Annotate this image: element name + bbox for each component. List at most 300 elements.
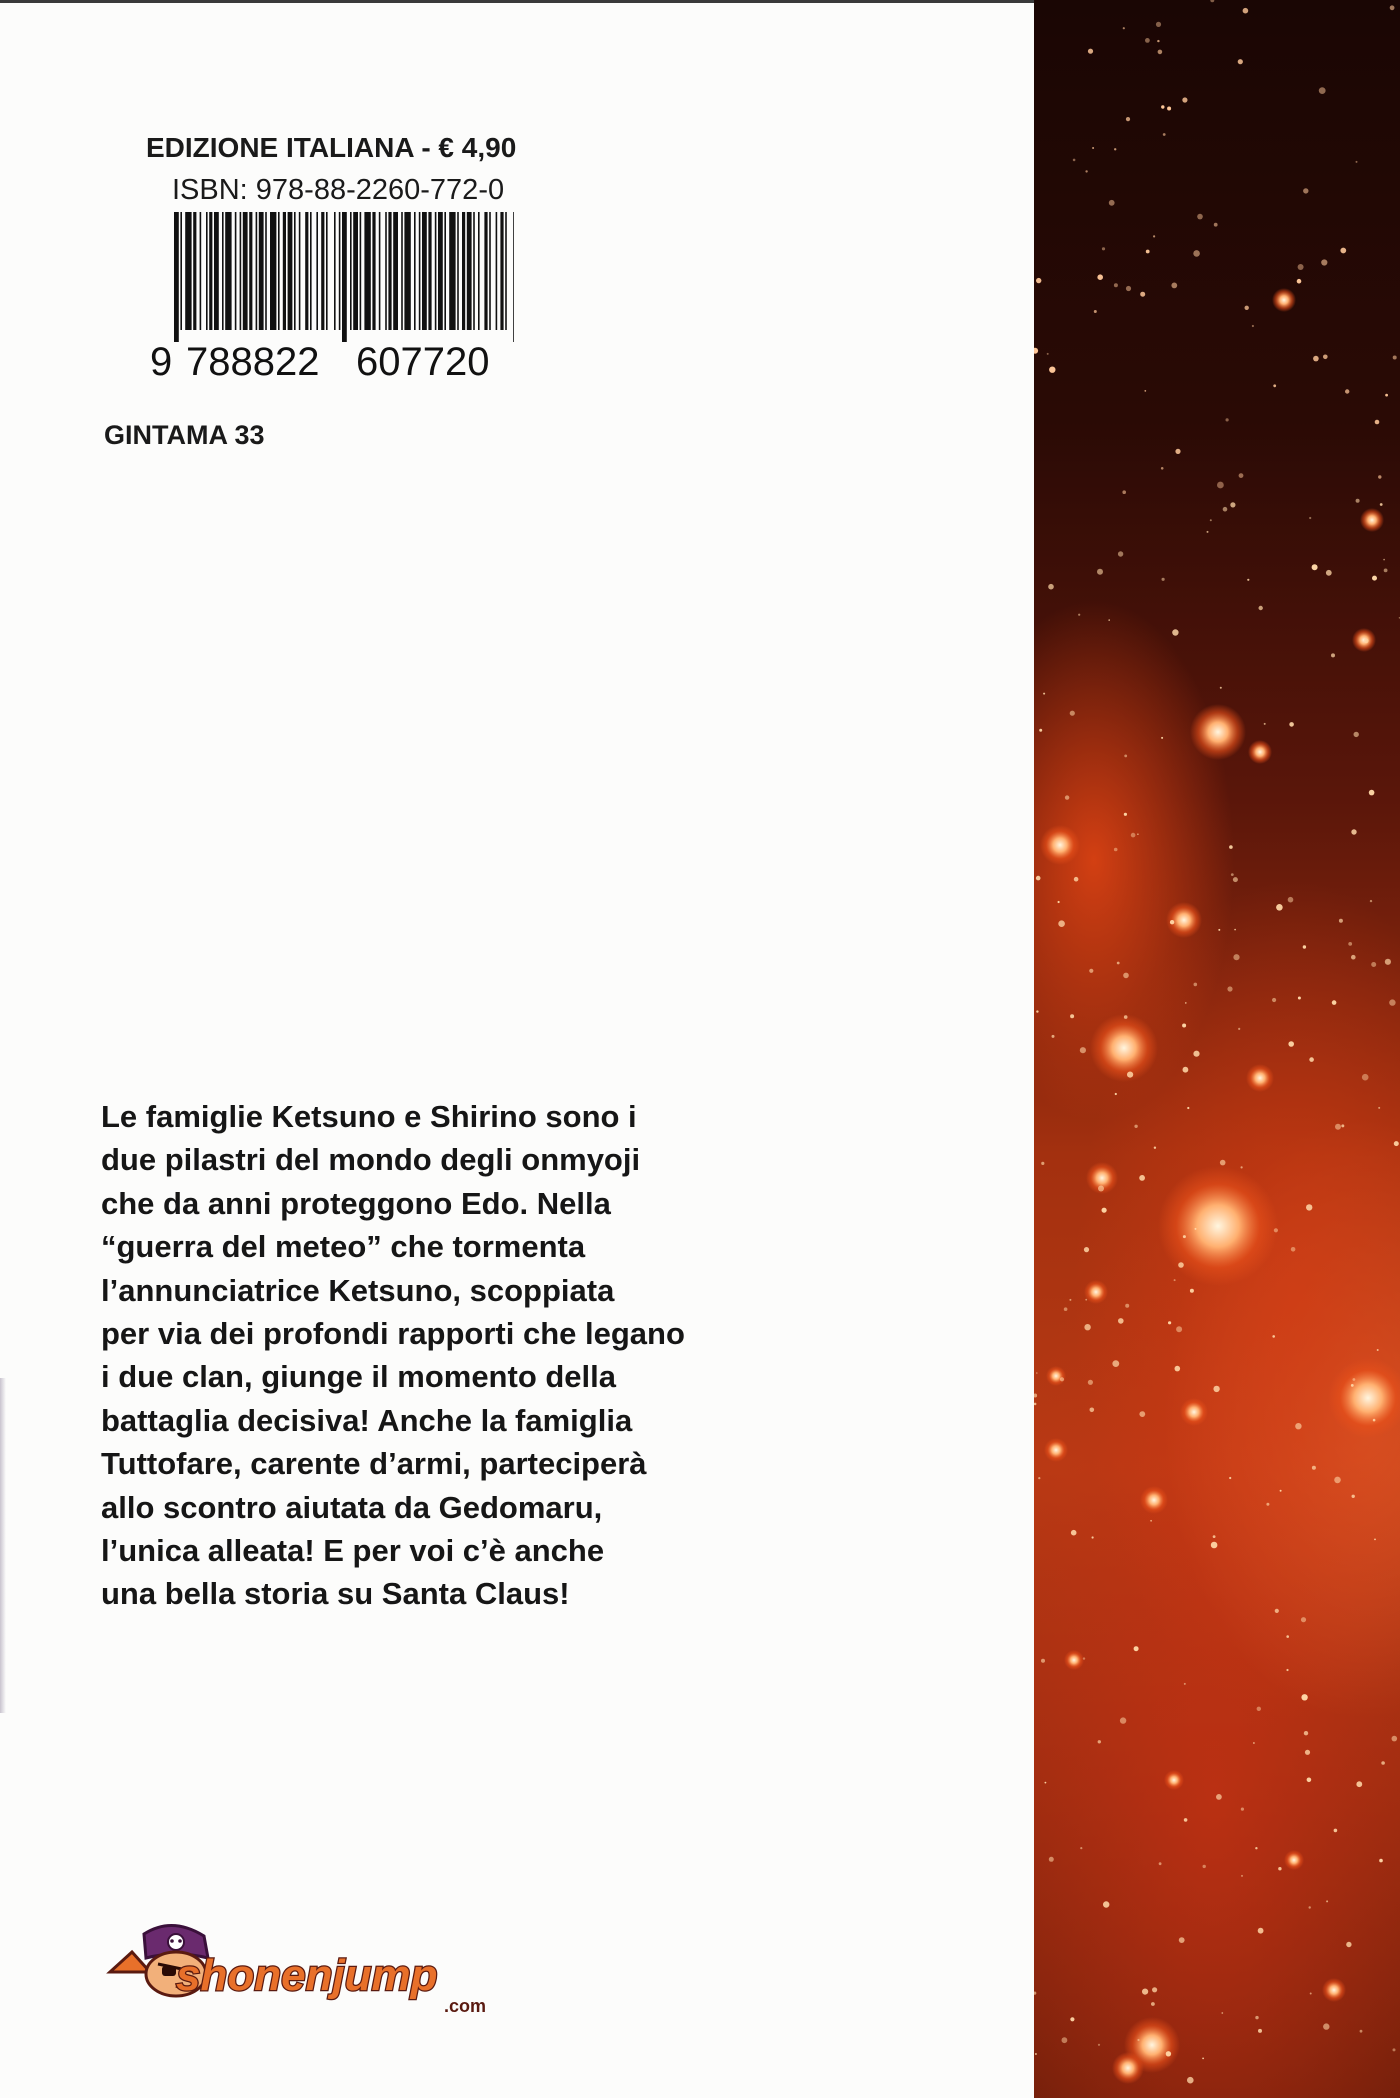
star-dot: [1207, 531, 1209, 533]
star-dot: [1118, 1318, 1124, 1324]
star-dot: [1088, 49, 1093, 54]
barcode-bar: [401, 212, 403, 330]
star-dot: [1369, 790, 1375, 796]
star-dot: [1255, 2016, 1258, 2019]
star-glow: [1248, 740, 1272, 764]
star-dot: [1378, 475, 1381, 478]
star-glow: [1360, 508, 1384, 532]
star-dot: [1036, 278, 1041, 283]
star-field: [1034, 0, 1400, 2098]
synopsis-line: che da anni proteggono Edo. Nella: [101, 1185, 611, 1221]
star-dot: [1298, 264, 1304, 270]
star-dot: [1334, 1829, 1338, 1833]
star-dot: [1070, 711, 1075, 716]
star-glow: [1084, 1280, 1108, 1304]
star-dot: [1375, 420, 1380, 425]
barcode-bar: [235, 212, 237, 330]
star-dot: [1152, 1987, 1157, 1992]
star-dot: [1187, 2077, 1194, 2084]
star-dot: [1151, 2002, 1155, 2006]
star-dot: [1213, 1535, 1216, 1538]
star-dot: [1210, 0, 1214, 2]
star-dot: [1288, 1041, 1294, 1047]
barcode-bar: [449, 212, 455, 330]
star-dot: [1049, 1857, 1054, 1862]
star-dot: [1310, 1993, 1312, 1995]
synopsis-line: una bella storia su Santa Claus!: [101, 1576, 570, 1612]
star-dot: [1161, 105, 1164, 108]
star-dot: [1233, 877, 1238, 882]
star-dot: [1393, 356, 1397, 360]
star-dot: [1092, 1536, 1094, 1538]
star-dot: [1134, 1646, 1139, 1651]
star-glow: [1246, 1064, 1274, 1092]
star-glow: [1040, 825, 1080, 865]
barcode-bar: [326, 212, 328, 330]
barcode-first-digit: 9: [150, 340, 173, 384]
star-dot: [1171, 283, 1177, 289]
star-dot: [1370, 900, 1372, 902]
star-dot: [1065, 795, 1069, 799]
star-dot: [1332, 1000, 1337, 1005]
star-dot: [1158, 50, 1163, 55]
barcode-bar: [180, 212, 182, 330]
barcode-bar: [484, 212, 487, 330]
star-dot: [1097, 569, 1103, 575]
star-dot: [1102, 247, 1105, 250]
star-dot: [1043, 693, 1045, 695]
star-dot: [1309, 1906, 1311, 1908]
star-dot: [1137, 833, 1139, 835]
star-dot: [1060, 1377, 1064, 1381]
barcode-bar: [283, 212, 286, 330]
synopsis-line: i due clan, giunge il momento della: [101, 1359, 617, 1395]
barcode-bar: [467, 212, 472, 330]
star-dot: [1034, 1394, 1037, 1398]
star-dot: [1211, 1542, 1218, 1549]
star-dot: [1274, 1228, 1278, 1232]
star-dot: [1220, 687, 1222, 689]
star-dot: [1354, 732, 1359, 737]
star-dot: [1301, 1617, 1306, 1622]
barcode-bar: [457, 212, 459, 330]
star-dot: [1194, 983, 1198, 987]
star-dot: [1210, 519, 1212, 521]
star-dot: [1124, 755, 1127, 758]
star-dot: [1383, 559, 1385, 561]
barcode-bar: [478, 212, 480, 330]
star-dot: [1351, 829, 1356, 834]
star-dot: [1381, 1761, 1385, 1765]
barcode-bar: [385, 212, 387, 330]
star-dot: [1220, 1160, 1226, 1166]
star-dot: [1117, 962, 1120, 965]
star-dot: [1174, 1279, 1176, 1281]
synopsis-line: l’unica alleata! E per voi c’è anche: [101, 1533, 605, 1569]
barcode-bar: [404, 212, 410, 330]
star-dot: [1184, 1818, 1188, 1822]
price-line: EDIZIONE ITALIANA - € 4,90: [146, 132, 517, 163]
star-dot: [1371, 962, 1376, 967]
barcode-bar: [353, 212, 358, 330]
isbn-line: ISBN: 978-88-2260-772-0: [172, 174, 505, 206]
star-dot: [1278, 1867, 1281, 1870]
star-dot: [1351, 1384, 1354, 1387]
barcode-bar: [270, 212, 276, 330]
star-dot: [1245, 306, 1249, 310]
star-dot: [1034, 1403, 1036, 1406]
star-dot: [1085, 170, 1087, 172]
barcode-bar: [243, 212, 248, 330]
barcode-bar: [388, 212, 391, 330]
barcode-bar: [364, 212, 370, 330]
star-dot: [1334, 1477, 1341, 1484]
star-dot: [1321, 259, 1327, 265]
star-dot: [1038, 1477, 1040, 1479]
star-dot: [1120, 1717, 1126, 1723]
star-dot: [1183, 1067, 1189, 1073]
star-dot: [1083, 1657, 1085, 1659]
star-dot: [1073, 159, 1076, 162]
barcode-bar: [473, 212, 475, 330]
star-dot: [1286, 1635, 1289, 1638]
synopsis-line: allo scontro aiutata da Gedomaru,: [101, 1489, 603, 1525]
star-dot: [1275, 1609, 1279, 1613]
star-dot: [1238, 1028, 1240, 1030]
series-title: GINTAMA 33: [104, 420, 265, 450]
star-dot: [1071, 1530, 1077, 1536]
star-dot: [1131, 833, 1136, 838]
star-dot: [1070, 1014, 1074, 1018]
star-dot: [1247, 579, 1249, 581]
star-glow: [1284, 1850, 1304, 1870]
synopsis-line: per via dei profondi rapporti che legano: [101, 1316, 685, 1352]
star-dot: [1090, 1408, 1095, 1413]
star-dot: [1114, 283, 1118, 287]
barcode-bar: [193, 212, 196, 330]
barcode-bar: [206, 212, 208, 330]
star-dot: [1103, 1901, 1109, 1907]
star-dot: [1272, 998, 1276, 1002]
star-dot: [1084, 1324, 1090, 1330]
star-dot: [1139, 1411, 1145, 1417]
star-dot: [1374, 1539, 1376, 1541]
star-dot: [1179, 1937, 1185, 1943]
star-dot: [1036, 876, 1041, 881]
star-dot: [1351, 955, 1356, 960]
star-dot: [1389, 999, 1395, 1005]
star-dot: [1229, 845, 1233, 849]
barcode-bar: [428, 212, 431, 330]
logo-wordmark: shonenjump: [176, 1951, 438, 2000]
barcode-bar: [185, 212, 191, 330]
star-dot: [1124, 1015, 1128, 1019]
star-glow: [1112, 2052, 1144, 2084]
barcode-bar: [419, 212, 421, 330]
star-dot: [1307, 1778, 1312, 1783]
star-dot: [1213, 1386, 1219, 1392]
star-dot: [1197, 214, 1203, 220]
star-dot: [1193, 250, 1200, 257]
barcode-bar: [414, 212, 416, 330]
star-dot: [1340, 248, 1346, 254]
star-dot: [1385, 959, 1391, 965]
star-dot: [1214, 223, 1218, 227]
star-dot: [1146, 250, 1150, 254]
barcode-bar: [310, 212, 312, 330]
star-dot: [1234, 929, 1236, 931]
star-dot: [1352, 1495, 1355, 1498]
star-dot: [1161, 737, 1163, 739]
star-dot: [1241, 1808, 1244, 1811]
star-dot: [1139, 1175, 1145, 1181]
barcode-bar: [334, 212, 336, 330]
star-dot: [1184, 1683, 1186, 1685]
star-dot: [1118, 551, 1123, 556]
barcode-bar: [200, 212, 202, 330]
star-dot: [1062, 2037, 1068, 2043]
top-border: [0, 0, 1034, 3]
star-dot: [1163, 133, 1166, 136]
star-dot: [1356, 1781, 1362, 1787]
star-dot: [1178, 1262, 1184, 1268]
star-dot: [1108, 619, 1110, 621]
barcode-bar: [278, 212, 280, 330]
synopsis-line: due pilastri del mondo degli onmyoji: [101, 1142, 641, 1178]
star-dot: [1303, 188, 1308, 193]
barcode: [174, 212, 514, 342]
star-dot: [1253, 1742, 1255, 1744]
star-glow: [1140, 1486, 1168, 1514]
star-dot: [1156, 22, 1161, 27]
star-dot: [1034, 348, 1038, 354]
star-dot: [1039, 729, 1042, 732]
star-dot: [1080, 1847, 1082, 1849]
star-dot: [1243, 8, 1249, 14]
star-dot: [1313, 356, 1319, 362]
synopsis-line: l’annunciatrice Ketsuno, scoppiata: [101, 1272, 615, 1308]
star-dot: [1373, 1419, 1376, 1422]
star-dot: [1187, 1107, 1189, 1109]
star-dot: [1144, 390, 1146, 392]
star-dot: [1058, 901, 1060, 903]
star-dot: [1229, 1477, 1231, 1479]
star-dot: [1380, 503, 1383, 506]
star-dot: [1348, 942, 1352, 946]
star-dot: [1298, 997, 1301, 1000]
star-dot: [1134, 1125, 1137, 1128]
star-dot: [1360, 2030, 1363, 2033]
star-dot: [1231, 873, 1234, 876]
star-dot: [1339, 919, 1343, 923]
star-dot: [1142, 1989, 1148, 1995]
star-dot: [1286, 1669, 1288, 1671]
star-dot: [1123, 27, 1125, 29]
star-dot: [1123, 973, 1129, 979]
barcode-bar: [225, 212, 231, 330]
star-dot: [1036, 1372, 1038, 1374]
star-dot: [1122, 490, 1126, 494]
star-dot: [1115, 1093, 1117, 1095]
synopsis-line: Le famiglie Ketsuno e Shirino sono i: [101, 1099, 637, 1134]
star-dot: [1098, 1740, 1101, 1743]
star-dot: [1356, 161, 1358, 163]
synopsis-line: battaglia decisiva! Anche la famiglia: [101, 1402, 633, 1438]
star-dot: [1157, 40, 1159, 42]
star-dot: [1252, 325, 1254, 327]
star-dot: [1392, 1736, 1398, 1742]
barcode-bar: [444, 212, 446, 330]
star-dot: [1346, 1942, 1351, 1947]
star-dot: [1312, 564, 1318, 570]
star-dot: [1331, 653, 1335, 657]
star-dot: [1150, 1520, 1152, 1522]
star-dot: [1045, 1782, 1047, 1784]
barcode-bar: [339, 212, 341, 330]
star-dot: [1145, 38, 1150, 43]
star-dot: [1190, 1289, 1194, 1293]
star-dot: [1041, 1162, 1044, 1165]
star-glow: [1190, 704, 1246, 760]
star-dot: [1195, 1228, 1197, 1230]
star-dot: [1288, 897, 1294, 903]
star-dot: [1309, 1057, 1314, 1062]
star-dot: [1176, 1326, 1182, 1332]
star-dot: [1052, 1035, 1055, 1038]
star-glow: [1164, 1770, 1184, 1790]
barcode-bar: [316, 212, 318, 330]
star-dot: [1094, 310, 1097, 313]
star-glow: [1046, 1366, 1066, 1386]
star-dot: [1217, 482, 1224, 489]
star-dot: [1049, 367, 1055, 373]
star-dot: [1078, 614, 1080, 616]
star-dot: [1341, 1124, 1344, 1127]
barcode-bar: [299, 212, 301, 330]
star-dot: [1241, 1875, 1243, 1877]
star-dot: [1364, 638, 1369, 643]
star-dot: [1034, 1992, 1036, 1995]
barcode-bar: [379, 212, 381, 330]
star-dot: [1306, 1204, 1312, 1210]
star-dot: [1291, 1247, 1296, 1252]
barcode-right-digits: 607720: [356, 340, 490, 384]
star-dot: [1167, 107, 1171, 111]
star-dot: [1125, 1304, 1129, 1308]
barcode-bar: [505, 212, 507, 330]
barcode-bar: [435, 212, 437, 330]
star-dot: [1241, 1166, 1243, 1168]
star-dot: [1272, 1335, 1275, 1338]
barcode-bar: [256, 212, 258, 330]
barcode-bar: [372, 212, 375, 330]
star-glow: [1328, 1358, 1400, 1438]
star-dot: [1266, 1503, 1269, 1506]
star-dot: [1085, 1299, 1087, 1301]
star-glow: [1322, 1978, 1346, 2002]
star-dot: [1175, 1366, 1181, 1372]
star-dot: [1114, 148, 1116, 150]
star-dot: [1309, 517, 1311, 519]
star-glow: [1272, 288, 1296, 312]
star-dot: [1074, 877, 1079, 882]
star-dot: [1080, 1047, 1086, 1053]
publisher-logo: [92, 1912, 532, 2022]
star-dot: [1168, 1321, 1171, 1324]
logo-domain: .com: [444, 1996, 487, 2016]
star-dot: [1202, 2058, 1204, 2060]
star-dot: [1166, 2051, 1171, 2056]
star-glow: [1166, 902, 1202, 938]
star-dot: [1384, 569, 1388, 573]
star-dot: [1345, 389, 1349, 393]
star-dot: [1264, 723, 1266, 725]
star-dot: [1289, 722, 1294, 727]
star-dot: [1216, 1794, 1222, 1800]
star-dot: [1230, 502, 1235, 507]
barcode-bar: [500, 212, 503, 330]
star-dot: [1218, 929, 1220, 931]
star-dot: [1280, 1490, 1282, 1492]
star-dot: [1295, 1423, 1301, 1429]
star-dot: [1047, 353, 1049, 355]
star-dot: [1323, 2023, 1329, 2029]
synopsis: [101, 1095, 801, 1616]
star-dot: [1258, 2029, 1262, 2033]
barcode-bar: [294, 212, 296, 330]
star-dot: [1154, 1147, 1156, 1149]
barcode-bar: [288, 212, 293, 330]
star-dot: [1098, 2044, 1100, 2046]
barcode-bar: [496, 212, 498, 330]
star-dot: [1102, 1208, 1107, 1213]
star-dot: [1356, 499, 1360, 503]
star-dot: [1305, 1750, 1310, 1755]
star-dot: [1114, 848, 1118, 852]
barcode-bar: [259, 212, 264, 330]
star-dot: [1393, 2048, 1396, 2051]
star-dot: [1182, 1024, 1186, 1028]
star-dot: [1335, 1124, 1341, 1130]
star-dot: [1390, 5, 1395, 10]
star-dot: [1126, 117, 1130, 121]
barcode-bar: [342, 212, 347, 342]
barcode-bar: [438, 212, 443, 330]
star-dot: [1193, 1051, 1199, 1057]
star-dot: [1112, 1360, 1119, 1367]
star-dot: [1058, 920, 1065, 927]
star-dot: [1162, 578, 1165, 581]
star-dot: [1127, 1072, 1133, 1078]
star-dot: [1326, 570, 1332, 576]
star-dot: [1036, 1010, 1038, 1012]
barcode-bar: [489, 212, 491, 330]
barcode-bar: [249, 212, 252, 330]
star-dot: [1304, 1731, 1308, 1735]
star-dot: [1203, 1865, 1206, 1868]
barcode-bar: [240, 212, 242, 330]
star-dot: [1161, 467, 1164, 470]
star-dot: [1126, 286, 1131, 291]
star-dot: [1257, 1707, 1261, 1711]
barcode-bar: [360, 212, 362, 330]
star-dot: [1183, 1235, 1186, 1238]
barcode-bar: [214, 212, 219, 330]
star-dot: [1227, 986, 1232, 991]
star-dot: [1377, 1349, 1379, 1351]
star-dot: [1035, 2053, 1037, 2055]
star-dot: [1170, 920, 1174, 924]
